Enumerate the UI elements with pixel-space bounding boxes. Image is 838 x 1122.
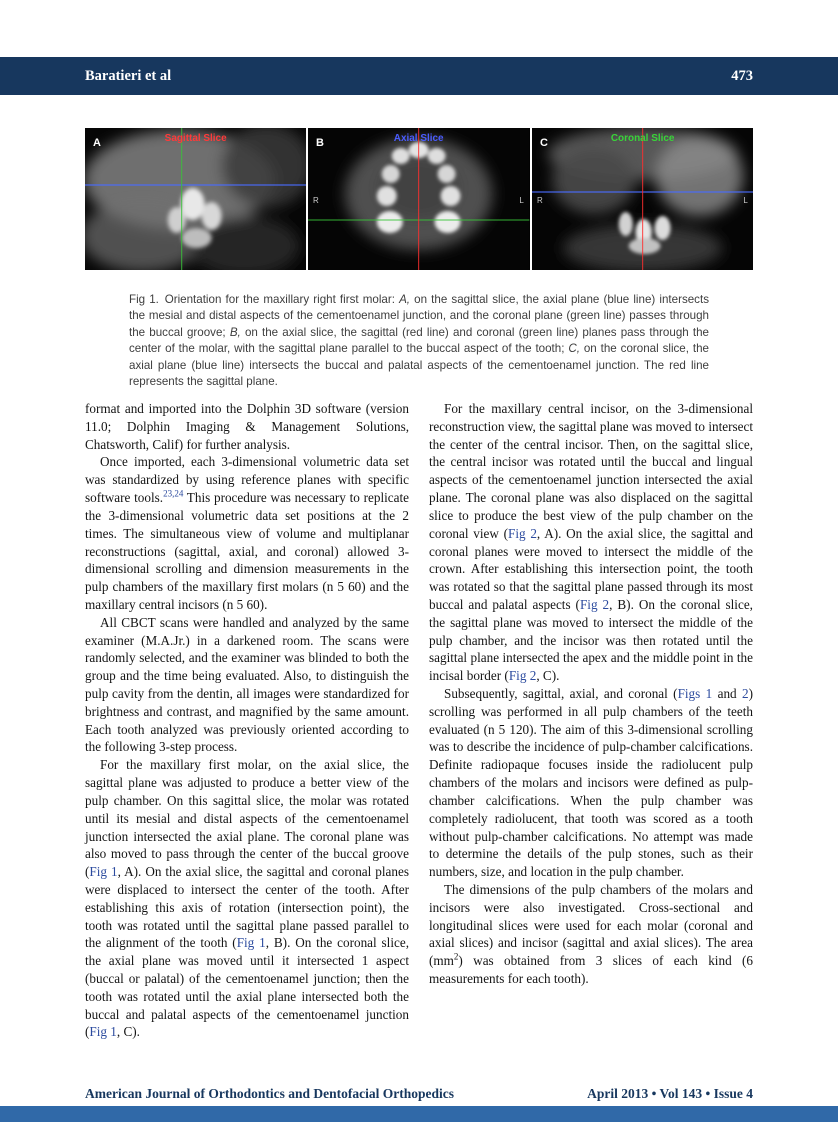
journal-name: American Journal of Orthodontics and Dentofacial Orthopedics [85, 1086, 454, 1101]
figure-panel-coronal [532, 128, 753, 270]
figure-panel-sagittal [85, 128, 306, 270]
paragraph: Once imported, each 3-dimensional volumetric data set was standardized by using reference planes with specific software tools.$^{23,24}$ This procedure was necessary to replicate the 3-dimensional volumetric data set positions at the 2 times. The simultaneous view of volume and multiplanar reconstructions (sagittal, axial, and coronal) allowed 3-dimensional scrolling and dimension measurements in the pulp chambers of the maxillary first molars (n 5 60) and the maxillary central incisors (n 5 60). [85, 454, 409, 612]
panel-title-axial: Axial Slice [394, 132, 444, 145]
figure-reference-link[interactable]: Fig 1 [89, 1024, 117, 1040]
page-number: 473 [731, 67, 753, 84]
figure-reference-link[interactable]: 2 [741, 686, 749, 701]
figure-reference-link[interactable]: Fig 2 [579, 596, 610, 612]
figure-panel-axial [308, 128, 529, 270]
header-bar [0, 57, 838, 95]
panel-letter-b: B [316, 136, 325, 150]
coronal-slice-image [532, 128, 753, 270]
panel-letter-a: A [92, 136, 101, 150]
panel-letter-reference: C, [568, 342, 580, 356]
citation-reference-link[interactable]: 23,24 [163, 488, 184, 499]
figure-reference-link[interactable]: Figs 1 [677, 686, 713, 701]
orientation-label-right: R [536, 195, 543, 206]
paragraph: All CBCT scans were handled and analyzed by the same examiner (M.A.Jr.) in a darkened room. The scans were randomly selected, and the examiner was blinded to both the group and the time being evaluated. Also, to distinguish the pulp cavity from the dentin, all images were standardized for brightness and contrast, and magnified by the same amount. Each tooth analyzed was previously oriented according to the following 3-step process. [85, 614, 409, 755]
orientation-label-left: L [743, 195, 748, 206]
figure-panels [85, 128, 753, 270]
orientation-label-left: L [519, 195, 525, 206]
paragraph: The dimensions of the pulp chambers of the molars and incisors were also investigated. Cross-sectional and longitudinal slices were used for each molar (coronal and axial slices) and incisor (sagittal and axial slices). The area $(mm^2)$ was obtained from 3 slices of each kind (6 measurements for each tooth). [429, 881, 753, 986]
panel-letter-c: C [539, 136, 548, 150]
paragraph: For the maxillary first molar, on the axial slice, the sagittal plane was adjusted to produce a better view of the pulp chamber. On this sagittal slice, the molar was rotated until its mesial and distal aspects of the cementoenamel junction intersected the axial plane. The coronal plane was also moved to pass through the center of the buccal groove (Fig 1, A). On the axial slice, the sagittal and coronal planes were displaced to intersect the center of the tooth. After establishing this axis of rotation (intersection point), the tooth was rotated until the sagittal plane passed parallel to the alignment of the tooth (Fig 1, B). On the coronal slice, the axial plane was moved until it intersected 1 aspect (buccal or palatal) of the cementoenamel junction; then the tooth was rotated until the axial plane intersected both the buccal and palatal aspects of the cementoenamel junction (Fig 1, C). [85, 757, 409, 1040]
text-column-right [429, 400, 753, 1041]
figure-reference-link[interactable]: Fig 2 [508, 525, 537, 541]
paragraph: For the maxillary central incisor, on the 3-dimensional reconstruction view, the sagittal plane was moved to intersect the center of the central incisor. Then, on the sagittal slice, the central incisor was rotated until the buccal and lingual aspects of the cementoenamel junction intersected the axial plane. The coronal plane was also displaced on the sagittal slice to produce the best view of the pulp chamber on the coronal view (Fig 2, A). On the axial slice, the sagittal and coronal planes were moved to intersect the middle of the crown. After establishing this intersection point, the tooth was rotated so that the sagittal plane passed through its most buccal and palatal aspects (Fig 2, B). On the coronal slice, the sagittal plane was moved to intersect the middle of the pulp chamber, and the incisor was then rotated until the sagittal plane intersected the apex and the middle point in the incisal border (Fig 2, C). [429, 401, 754, 684]
issue-info: April 2013 • Vol 143 • Issue 4 [587, 1086, 753, 1101]
footer-text-row [0, 1086, 838, 1102]
article-body [85, 400, 753, 1041]
paragraph: format and imported into the Dolphin 3D software (version 11.0; Dolphin Imaging & Management Solutions, Chatsworth, Calif) for further analysis. [85, 401, 409, 452]
panel-letter-reference: A, [399, 293, 411, 306]
figure-reference-link[interactable]: Fig 1 [89, 864, 118, 880]
panel-letter-reference: B, [229, 325, 241, 339]
footer-bar [0, 1106, 838, 1122]
figure-1 [85, 128, 753, 391]
paragraph: Subsequently, sagittal, axial, and coronal (Figs 1 and 2) scrolling was performed in all pulp chambers of the teeth evaluated (n 5 120). The aim of this 3-dimensional scrolling was to describe the incidence of pulp-chamber calcifications. Definite radiopaque focuses inside the radiolucent pulp chambers of the molars and incisors were defined as pulp-chamber calcifications. When the pulp chamber was completely radiolucent, that tooth was scored as a tooth without pulp-chamber calcifications. No attempt was made to determine the details of the pulp stones, such as their numbers, size, and location in the pulp chamber. [429, 686, 753, 880]
text-column-left [85, 400, 409, 1041]
superscript: 2 [453, 951, 459, 962]
orientation-label-right: R [313, 195, 320, 206]
figure-reference-link[interactable]: Fig 2 [508, 668, 537, 684]
sagittal-slice-image [85, 128, 306, 270]
figure-reference-link[interactable]: Fig 1 [236, 935, 266, 951]
panel-title-sagittal: Sagittal Slice [164, 132, 227, 145]
panel-title-coronal: Coronal Slice [610, 132, 675, 145]
running-head-authors: Baratieri et al [85, 67, 172, 84]
axial-slice-image [308, 128, 529, 270]
figure-caption: Fig 1. Orientation for the maxillary right first molar: A, on the sagittal slice, the axial plane (blue line) intersects the mesial and distal aspects of the cementoenamel junction, and the coronal plane (green line) passes through the buccal groove; B, on the axial slice, the sagittal (red line) and coronal (green line) planes pass through the center of the molar, with the sagittal plane parallel to the buccal aspect of the tooth; C, on the coronal slice, the axial plane (blue line) intersects the buccal and palatal aspects of the cementoenamel junction. The red line represents the sagittal plane. [129, 293, 710, 389]
